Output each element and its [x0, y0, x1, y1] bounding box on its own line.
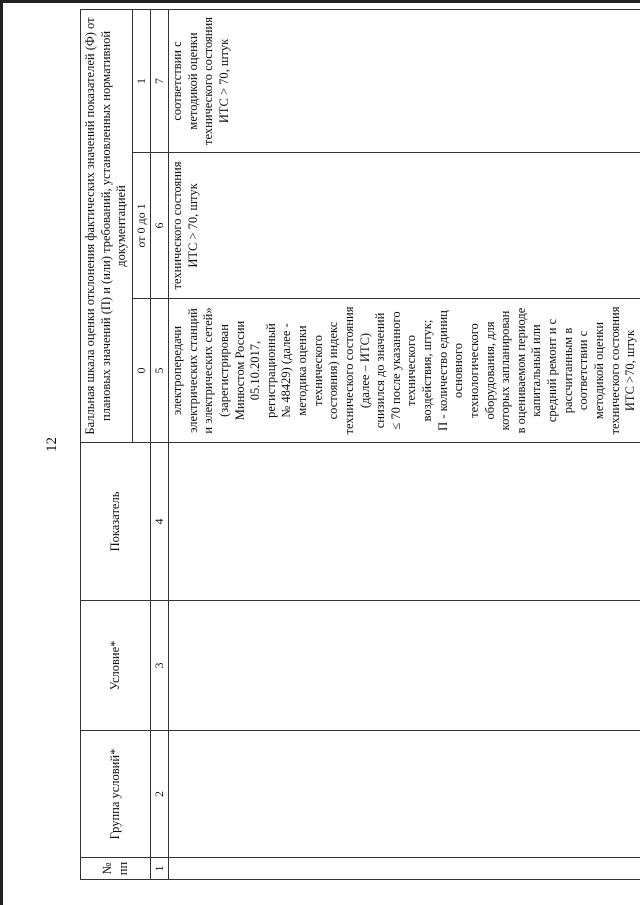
header-num: № пп: [81, 858, 151, 880]
header-group: Группа условий*: [81, 731, 151, 858]
header-condition: Условие*: [81, 601, 151, 731]
colnum-3: 3: [151, 601, 169, 731]
colnum-6: 6: [151, 153, 169, 299]
header-scale: Балльная шкала оценки отклонения фактических значений показателей (Ф) от плановых значений (П) и (или) требований, установленных нормативной документацией: [81, 9, 133, 442]
header-indicator: Показатель: [81, 443, 151, 601]
colnum-2: 2: [151, 731, 169, 858]
row-condition: [169, 601, 640, 731]
scale-col-0-1: от 0 до 1: [133, 153, 151, 299]
top-border: [0, 0, 640, 3]
colnum-1: 1: [151, 858, 169, 880]
row-indicator: [169, 443, 640, 601]
rotated-table-wrapper: [80, 10, 638, 880]
row-col5-text: электропередачи электрических станций и электрических сетей» (зарегистрирован Минюстом России 05.10.2017, регистрационный № 48429) (далее - методика оценки технического состояния) индекс технического состояния (далее – ИТС) снизился до значений ≤ 70 после указанного технического воздействия, штук; П - количество единиц основного технологического оборудования, для которых запланирован в оцениваемом периоде капитальный или средний ремонт и с рассчитанным в соответствии с методикой оценки технического состояния ИТС >70, штук: [169, 299, 640, 443]
scale-col-0: 0: [133, 299, 151, 443]
evaluation-table: [80, 9, 640, 880]
row-num: [169, 858, 640, 880]
page-number: 12: [44, 437, 60, 452]
row-col7-text: соответствии с методикой оценки технического состояния ИТС > 70, штук: [169, 9, 640, 152]
row-group: [169, 731, 640, 858]
row-col6-text: технического состояния ИТС > 70, штук: [169, 153, 640, 299]
colnum-5: 5: [151, 299, 169, 443]
colnum-7: 7: [151, 9, 169, 152]
left-border: [0, 0, 3, 905]
scale-col-1: 1: [133, 9, 151, 152]
colnum-4: 4: [151, 443, 169, 601]
